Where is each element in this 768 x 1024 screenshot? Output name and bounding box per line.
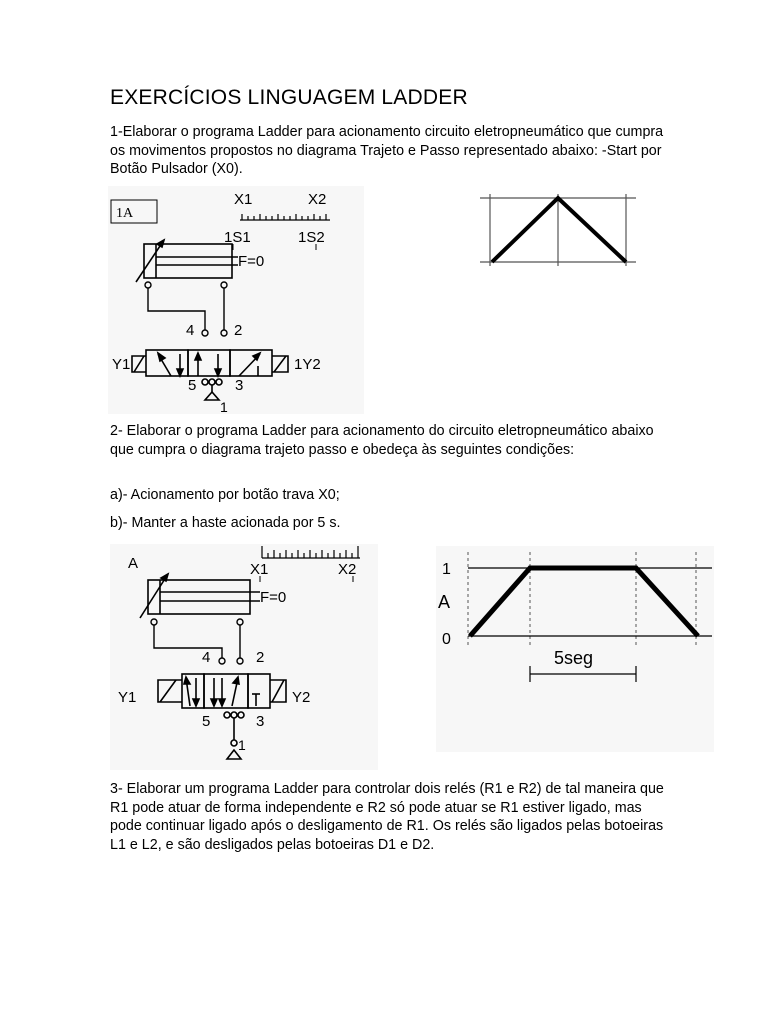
sensor-x2-label: X2 xyxy=(308,191,327,208)
page-title: EXERCÍCIOS LINGUAGEM LADDER xyxy=(110,86,468,109)
port-4-label: 4 xyxy=(186,322,195,339)
exercise-2-item-b: b)- Manter a haste acionada por 5 s. xyxy=(110,515,341,531)
port-3-label: 3 xyxy=(235,377,244,394)
exercise-2-circuit-diagram xyxy=(110,544,378,770)
solenoid-y1-label: Y1 xyxy=(112,356,131,373)
port-5-label: 5 xyxy=(188,377,197,394)
exercise-3-text: 3- Elaborar um programa Ladder para controlar dois relés (R1 e R2) de tal maneira que R1 pode atuar de forma independente e R2 só pode atuar se R1 estiver ligado, mas pode continuar ligado após o desligamento de R1. Os relés são ligados pelas botoeiras L1 e L2, e são desligados pelas botoeiras D1 e D2. xyxy=(110,781,664,853)
port-1-label: 1 xyxy=(220,399,228,414)
solenoid-1y2-label: 1Y2 xyxy=(294,356,321,373)
sensor-x1-label: X1 xyxy=(234,191,253,208)
limit-switch-1s1-label: 1S1 xyxy=(224,229,251,246)
axis-value-1: 1 xyxy=(442,561,451,578)
cylinder-label: 1A xyxy=(116,206,134,221)
solenoid-y1-label: Y1 xyxy=(118,689,137,706)
port-4-label: 4 xyxy=(202,649,211,666)
force-label: F=0 xyxy=(238,253,265,270)
sensor-x2-label: X2 xyxy=(338,561,357,578)
port-2-label: 2 xyxy=(234,322,243,339)
exercise-1-step-diagram xyxy=(476,192,642,268)
port-1-label: 1 xyxy=(238,737,246,753)
port-2-label: 2 xyxy=(256,649,265,666)
exercise-2-text: 2- Elaborar o programa Ladder para acionamento do circuito eletropneumático abaixo que cumpra o diagrama trajeto passo e obedeça às seguintes condições: xyxy=(110,423,654,458)
sensor-x1-label: X1 xyxy=(250,561,269,578)
solenoid-y2-label: Y2 xyxy=(292,689,311,706)
force-label: F=0 xyxy=(260,589,287,606)
exercise-1-circuit-diagram xyxy=(108,186,364,414)
exercise-1-text: 1-Elaborar o programa Ladder para acionamento circuito eletropneumático que cumpra os movimentos propostos no diagrama Trajeto e Passo representado abaixo: -Start por Botão Pulsador (X0). xyxy=(110,124,664,177)
port-5-label: 5 xyxy=(202,713,211,730)
port-3-label: 3 xyxy=(256,713,265,730)
axis-value-0: 0 xyxy=(442,631,451,648)
limit-switch-1s2-label: 1S2 xyxy=(298,229,325,246)
cylinder-a-label: A xyxy=(128,555,139,572)
time-label-5seg: 5seg xyxy=(554,648,594,668)
axis-label-a: A xyxy=(438,592,451,612)
exercise-2-step-diagram xyxy=(436,546,714,752)
exercise-2-item-a: a)- Acionamento por botão trava X0; xyxy=(110,487,340,503)
